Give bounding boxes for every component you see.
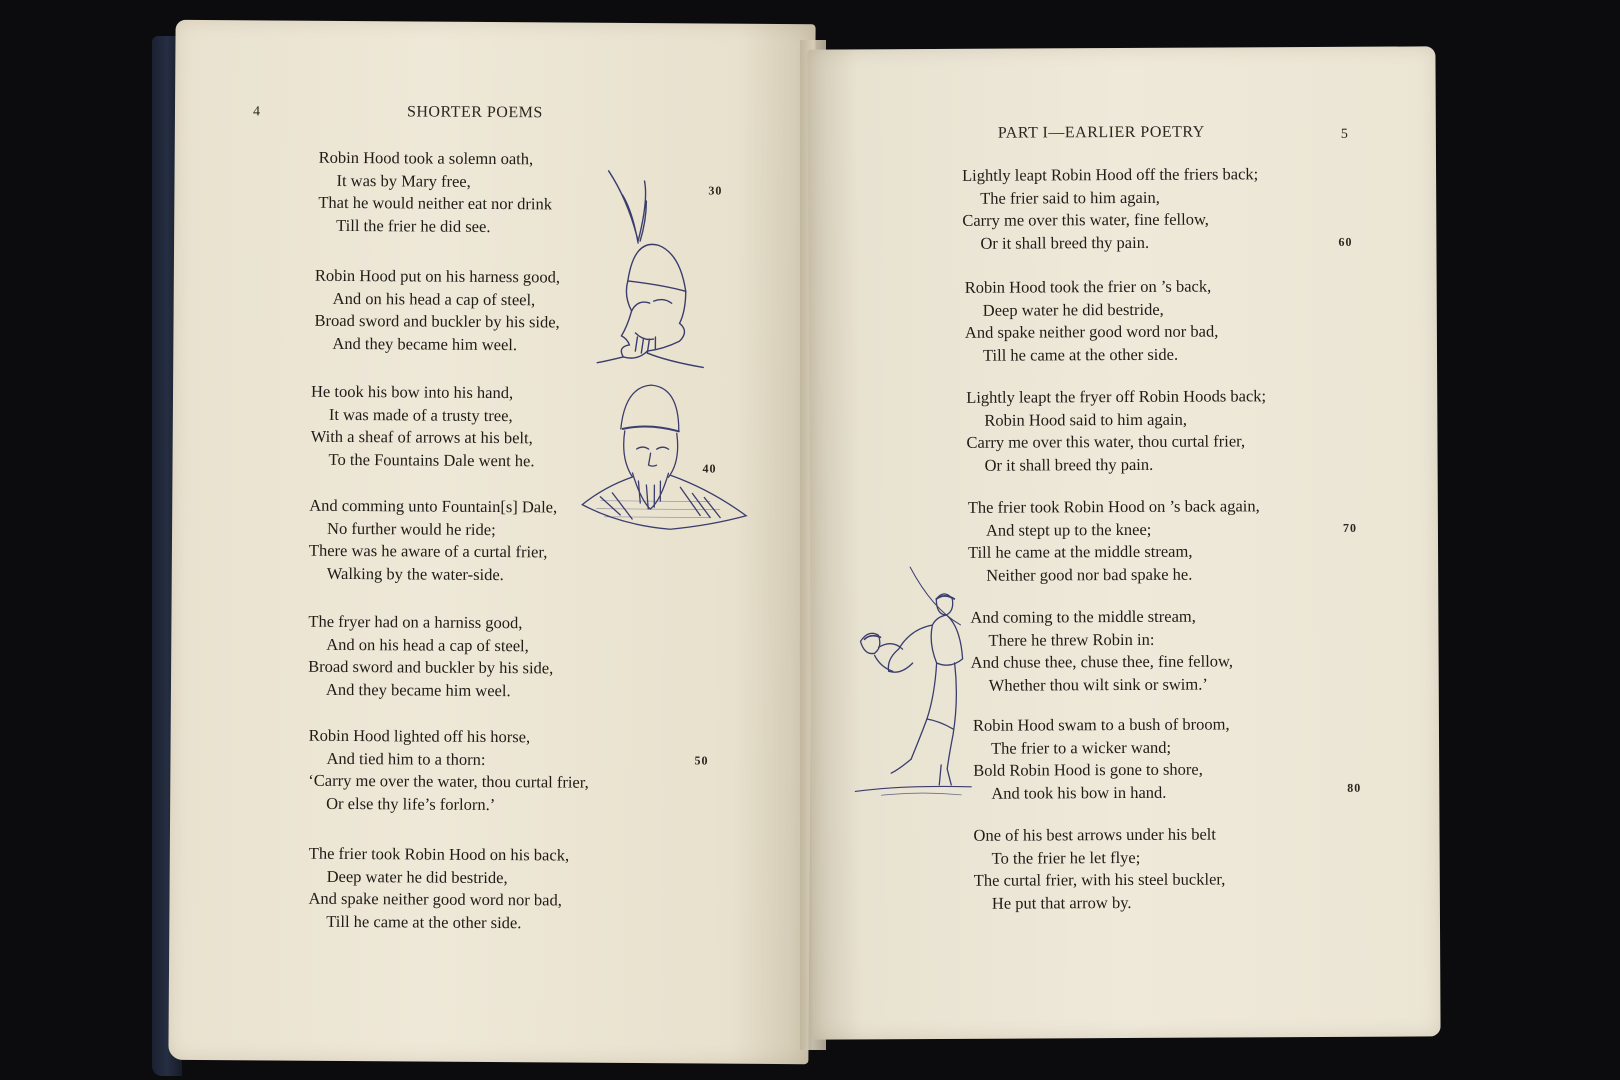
verse-line: ‘Carry me over the water, thou curtal frier, (308, 770, 589, 792)
verse-line: And comming unto Fountain[s] Dale, (309, 495, 558, 517)
verse-line: Whether thou wilt sink or swim.’ (988, 674, 1208, 695)
verse-line: And spake neither good word nor bad, (964, 321, 1219, 342)
verse-line: Robin Hood lighted off his horse, (308, 725, 531, 747)
verse-line: The curtal frier, with his steel buckler, (973, 869, 1226, 890)
verse-line: No further would he ride; (327, 518, 496, 539)
verse-line: To the frier he let flye; (991, 847, 1141, 868)
verse-line: And tied him to a thorn: (326, 748, 486, 769)
verse-line: Till he came at the other side. (326, 911, 522, 932)
verse-line: Deep water he did bestride, (326, 866, 508, 887)
stanza (308, 611, 554, 703)
verse-line: And chuse thee, chuse thee, fine fellow, (970, 651, 1234, 672)
stanza (314, 265, 560, 357)
stanza (962, 163, 1259, 255)
stanza (318, 147, 552, 239)
stanza (970, 605, 1233, 696)
verse-line: To the Fountains Dale went he. (328, 449, 535, 470)
verse-line: Robin Hood put on his harness good, (314, 265, 561, 287)
stanza (310, 381, 535, 473)
verse-line: Carry me over this water, thou curtal frier, (966, 431, 1246, 452)
left-page-number: 4 (252, 104, 261, 120)
verse-line: Broad sword and buckler by his side, (308, 656, 554, 678)
verse-line: And stept up to the knee; (985, 519, 1152, 540)
verse-line: Till he came at the middle stream, (967, 541, 1193, 562)
line-number: 50 (694, 753, 709, 768)
right-page-number: 5 (1340, 126, 1348, 142)
verse-line: And they became him weel. (332, 333, 518, 354)
line-number: 80 (1347, 780, 1362, 795)
stanza (973, 713, 1230, 804)
verse-line: Robin Hood said to him again, (984, 409, 1187, 430)
verse-line: Till the frier he did see. (336, 215, 491, 236)
verse-line: The fryer had on a harniss good, (308, 611, 523, 633)
verse-line: And on his head a cap of steel, (332, 288, 536, 309)
verse-line: Till he came at the other side. (982, 344, 1179, 365)
verse-line: The frier took Robin Hood on ’s back again, (967, 496, 1260, 517)
verse-line: Broad sword and buckler by his side, (314, 310, 560, 332)
verse-line: The frier said to him again, (980, 187, 1160, 208)
verse-line: Or else thy life’s forlorn.’ (326, 793, 496, 814)
sketch-feathered-helmet-head (587, 161, 718, 372)
verse-line: One of his best arrows under his belt (973, 824, 1216, 845)
line-number: 70 (1342, 520, 1357, 535)
stanza (309, 495, 558, 587)
verse-line: Robin Hood swam to a bush of broom, (972, 714, 1230, 735)
verse-line: The frier to a wicker wand; (991, 737, 1172, 758)
verse-line: Neither good nor bad spake he. (986, 564, 1193, 585)
stanza (968, 495, 1260, 587)
verse-line: Walking by the water-side. (326, 563, 504, 584)
line-number: 40 (702, 461, 717, 476)
verse-line: Or it shall breed thy pain. (980, 232, 1150, 253)
verse-line: Lightly leapt the fryer off Robin Hoods back; (966, 386, 1267, 407)
verse-line: It was made of a trusty tree, (328, 404, 513, 425)
left-page (168, 20, 815, 1064)
verse-line: Deep water he did bestride, (982, 299, 1164, 320)
left-running-head: SHORTER POEMS (406, 103, 543, 122)
stanza (973, 823, 1225, 914)
verse-line: And spake neither good word nor bad, (308, 888, 562, 910)
verse-line: Robin Hood took the frier on ’s back, (964, 276, 1212, 297)
stanza (308, 725, 589, 817)
verse-line: Robin Hood took a solemn oath, (318, 147, 534, 169)
sketch-hooded-bearded-friar (560, 368, 751, 539)
verse-line: The frier took Robin Hood on his back, (308, 843, 570, 865)
verse-line: He put that arrow by. (991, 892, 1132, 913)
line-number: 60 (1338, 234, 1353, 249)
verse-line: And took his bow in hand. (991, 782, 1167, 803)
stanza (965, 276, 1219, 367)
verse-line: And on his head a cap of steel, (326, 634, 529, 655)
verse-line: It was by Mary free, (336, 170, 471, 191)
line-number: 30 (708, 183, 723, 198)
verse-line: There he threw Robin in: (988, 629, 1155, 650)
verse-line: That he would neither eat nor drink (318, 192, 553, 214)
right-page (807, 46, 1440, 1039)
stanza (966, 385, 1266, 477)
verse-line: There was he aware of a curtal frier, (308, 540, 548, 562)
right-running-head: PART I—EARLIER POETRY (997, 123, 1205, 142)
verse-line: Lightly leapt Robin Hood off the friers back; (962, 164, 1259, 185)
verse-line: Bold Robin Hood is gone to shore, (973, 759, 1203, 780)
sketch-friar-carrying-robin (840, 559, 981, 810)
verse-line: Carry me over this water, fine fellow, (962, 209, 1209, 230)
verse-line: And they became him weel. (325, 679, 511, 700)
verse-line: Or it shall breed thy pain. (984, 454, 1154, 475)
stanza (308, 843, 569, 935)
verse-line: And coming to the middle stream, (970, 606, 1196, 627)
verse-line: He took his bow into his hand, (310, 381, 514, 403)
verse-line: With a sheaf of arrows at his belt, (310, 426, 533, 448)
